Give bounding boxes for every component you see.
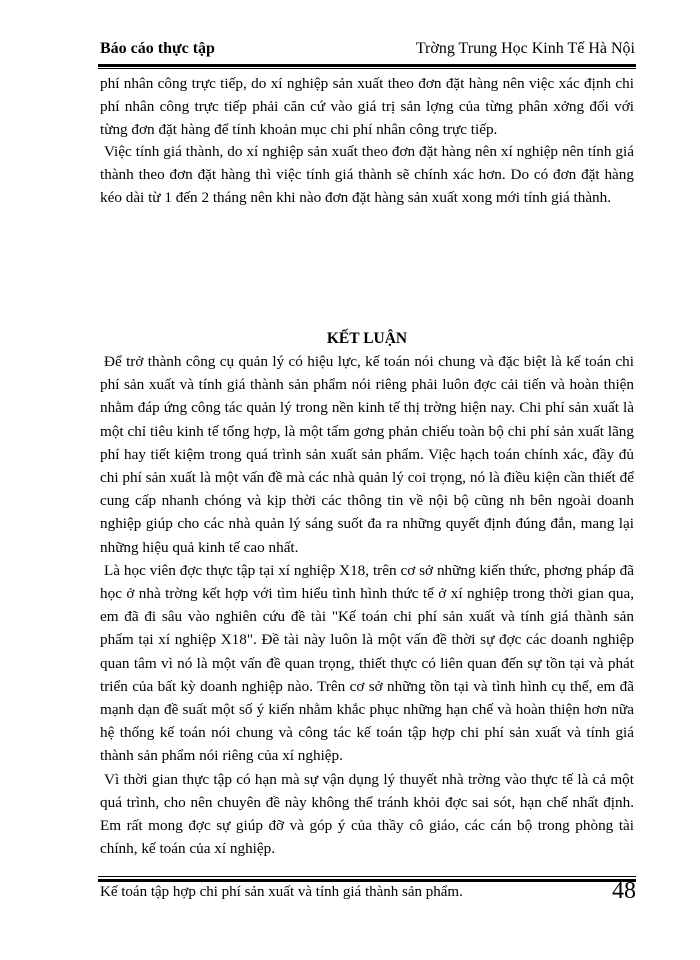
conclusion-paragraph: Là học viên đợc thực tập tại xí nghiệp X18, trên cơ sở những kiến thức, phơng pháp đã học ở nhà trờng kết hợp với tìm hiểu tình hình thức tế ở xí nghiệp trong thời gian qua, em đã đi sâu vào nghiên cứu đề tài "Kế toán chi phí sản xuất và tính giá thành sản phẩm tại xí nghiệp X18". Đề tài này luôn là một vấn đề thời sự đợc các doanh nghiệp quan tâm vì nó là một vấn đề quan trọng, thiết thực có liên quan đến sự tồn tại và phát triển của bất kỳ doanh nghiệp nào. Trên cơ sở những tồn tại và tình hình cụ thể, em đã mạnh dạn đề suất một số ý kiến nhằm khắc phục những hạn chế và hoàn thiện hơn nữa hệ thống kế toán nói chung và công tác kế toán tập hợp chi phí sản xuất và tính giá thành sản phẩm nói riêng của xí nghiệp. — [100, 561, 634, 765]
header-school-name: Trờng Trung Học Kinh Tế Hà Nội — [415, 40, 635, 57]
intro-text-1: phí nhân công trực tiếp, do xí nghiệp sản xuất theo đơn đặt hàng nên việc xác định chi phí nhân công trực tiếp phải căn cứ vào giá trị sản lợng của từng phân xởng đối với từng đơn đặt hàng để tính khoản mục chi phí nhân công trực tiếp. — [100, 75, 634, 139]
page-number: 48 — [612, 878, 636, 904]
header-rule-thin — [98, 68, 636, 69]
conclusion-body — [100, 350, 634, 860]
footer-rule — [98, 879, 636, 882]
header-report-title: Báo cáo thực tập — [100, 40, 215, 57]
intro-text-2: Việc tính giá thành, do xí nghiệp sản xuất theo đơn đặt hàng nên xí nghiệp nên tính giá thành theo đơn đặt hàng thì việc tính giá thành sẽ chính xác hơn. Do có đơn đặt hàng kéo dài từ 1 đến 2 tháng nên khi nào đơn đặt hàng sản xuất xong mới tính giá thành. — [100, 143, 634, 207]
conclusion-paragraph: Vì thời gian thực tập có hạn mà sự vận dụng lý thuyết nhà trờng vào thực tế là cả một quá trình, cho nên chuyên đề này không thể tránh khỏi đợc sai sót, hạn chế nhất định. Em rất mong đợc sự giúp đỡ và góp ý của thầy cô giáo, các cán bộ trong phòng tài chính, kế toán của xí nghiệp. — [100, 770, 634, 858]
header-rule — [98, 64, 636, 67]
conclusion-heading: KẾT LUẬN — [326, 330, 408, 347]
footer-rule-thin — [98, 876, 636, 877]
intro-paragraph-2 — [100, 140, 634, 210]
footer-text: Kế toán tập hợp chi phí sản xuất và tính giá thành sản phẩm. — [100, 884, 463, 900]
page-header — [100, 40, 635, 64]
intro-paragraph-1 — [100, 72, 634, 142]
conclusion-paragraph: Để trở thành công cụ quản lý có hiệu lực, kế toán nói chung và đặc biệt là kế toán chi phí sản xuất và tính giá thành sản phẩm nói riêng phải luôn đợc cải tiến và hoàn thiện nhằm đáp ứng công tác quản lý trong nền kinh tế thị trờng hiện nay. Chi phí sản xuất là một chỉ tiêu kinh tế tổng hợp, là một tấm gơng phản chiếu toàn bộ chi phí sản xuất lãng phí hay tiết kiệm trong quá trình sản xuất sản phẩm. Việc hạch toán chính xác, đầy đủ chi phí sản xuất là một vấn đề mà các nhà quản lý coi trọng, nó là điều kiện cần thiết để cung cấp nhanh chóng và kịp thời các thông tin về nội bộ cũng nh bên ngoài doanh nghiệp giúp cho các nhà quản lý sáng suốt đa ra những quyết định đúng đắn, mang lại những hiệu quả kinh tế cao nhất. — [100, 353, 634, 556]
